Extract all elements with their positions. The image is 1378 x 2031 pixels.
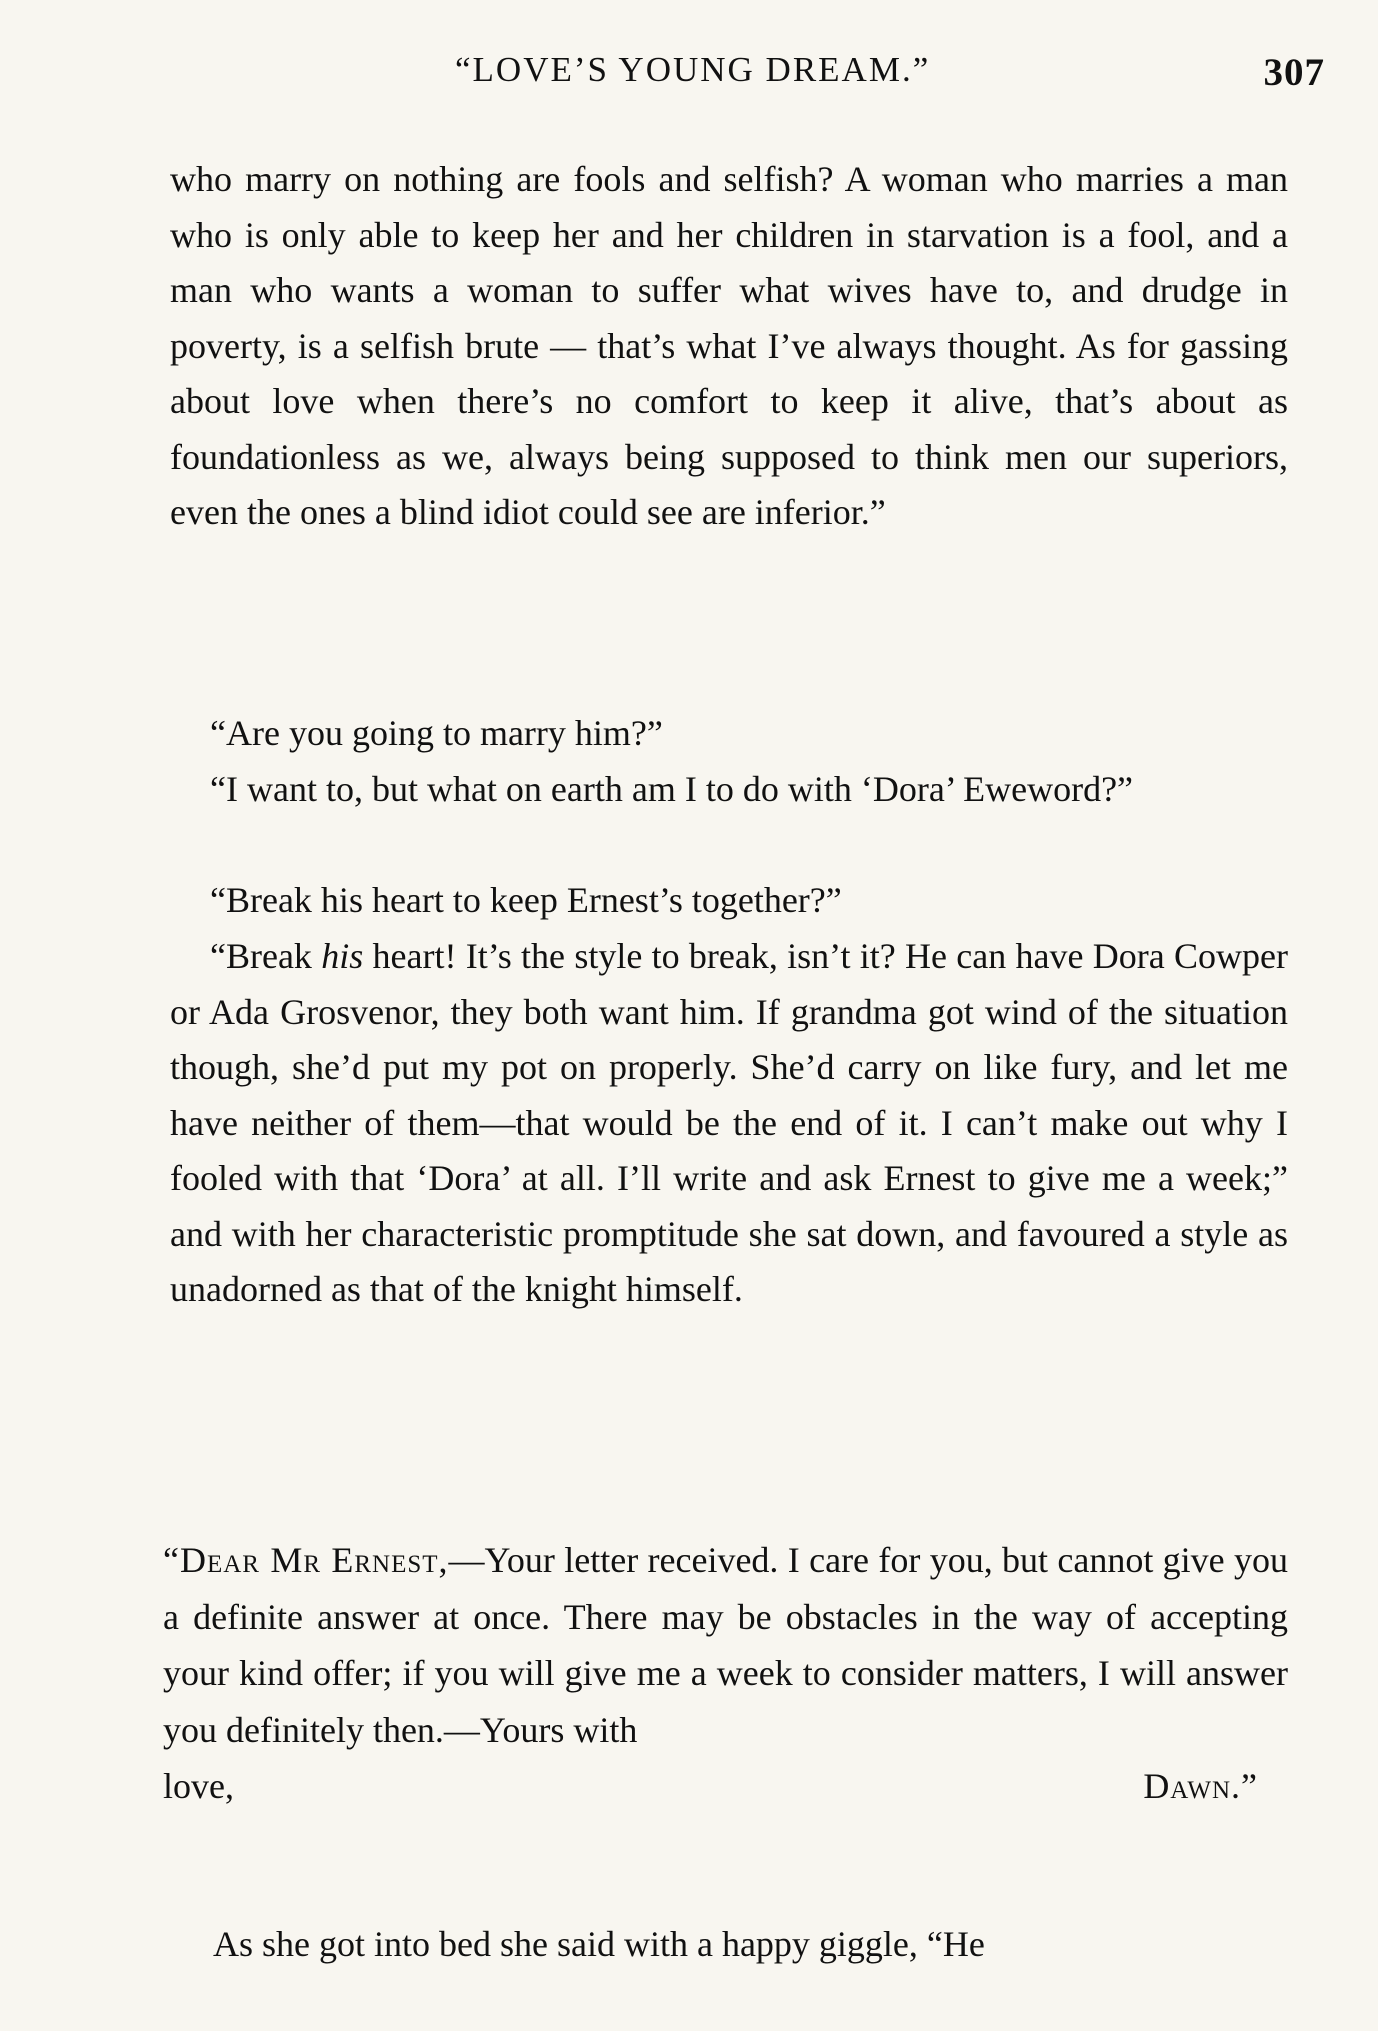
letter-closing: love, [163, 1766, 234, 1806]
paragraph-2 [170, 706, 1288, 762]
paragraph-text: “Break his heart to keep Ernest’s together?” [210, 880, 842, 920]
paragraph-3 [170, 762, 1288, 818]
paragraph-text: who marry on nothing are fools and selfish? A woman who marries a man who is only able to keep her and her children in starvation is a fool, and a man who wants a woman to suffer what wives have to, and drudge in poverty, is a selfish brute — that’s what I’ve always thought. As for gassing about love when there’s no comfort to keep it alive, that’s about as foundationless as we, always being supposed to think men our superiors, even the ones a blind idiot could see are inferior.” [170, 159, 1288, 532]
chapter-title: “LOVE’S YOUNG DREAM.” [455, 50, 931, 89]
page-number: 307 [1263, 51, 1325, 94]
paragraph-4 [170, 873, 1288, 929]
paragraph-text-continued: heart! It’s the style to break, isn’t it? He can have Dora Cowper or Ada Grosvenor, they both want him. If grandma got wind of the situation though, she’d put my pot on properly. She’d carry on like fury, and let me have neither of them—that would be the end of it. I can’t make out why I fooled with that ‘Dora’ at all. I’ll write and ask Ernest to give me a week;” and with her characteristic promptitude she sat down, and favoured a style as unadorned as that of the knight himself. [170, 936, 1289, 1309]
paragraph-7 [173, 1917, 1288, 1973]
paragraph-1 [170, 152, 1288, 541]
letter-salutation: “Dear Mr Ernest, [163, 1540, 449, 1580]
running-head [455, 50, 1325, 120]
paragraph-text [170, 929, 1288, 1318]
paragraph-text-start: “Break [210, 936, 322, 976]
letter [163, 1532, 1288, 1814]
letter-text [163, 1532, 1288, 1758]
paragraph-5 [170, 929, 1288, 1318]
emphasized-word: his [321, 936, 364, 976]
paragraph-text: “Are you going to marry him?” [210, 713, 663, 753]
paragraph-text: “I want to, but what on earth am I to do with ‘Dora’ Eweword?” [210, 769, 1134, 809]
letter-body: —Your letter received. I care for you, but cannot give you a definite answer at once. There may be obstacles in the way of accepting your kind offer; if you will give me a week to consider matters, I will answer you definitely then.—Yours with [163, 1540, 1288, 1750]
letter-signature: Dawn.” [1143, 1766, 1258, 1806]
paragraph-text: As she got into bed she said with a happy giggle, “He [213, 1924, 985, 1964]
letter-signoff [163, 1758, 1288, 1814]
